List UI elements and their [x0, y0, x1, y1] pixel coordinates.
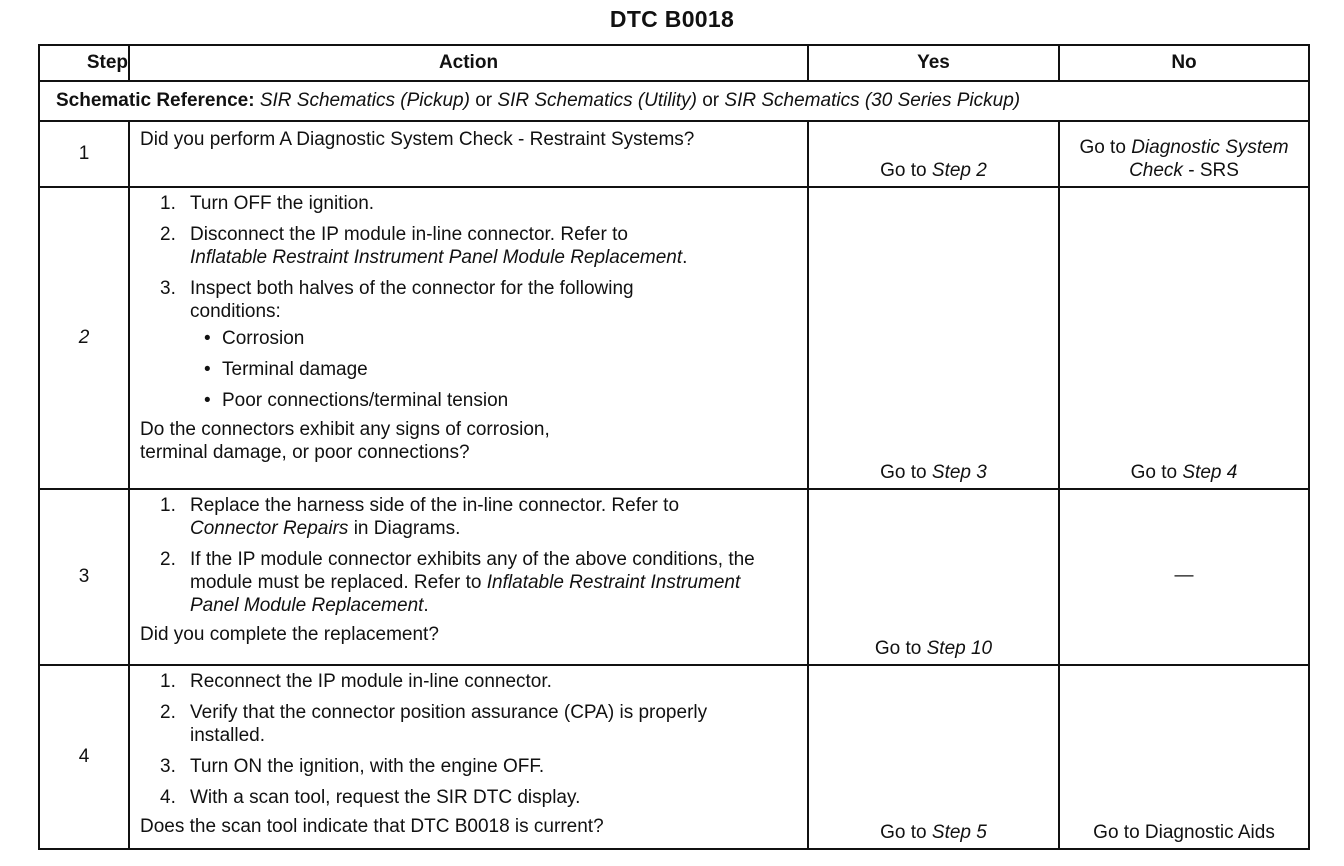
table-row — [39, 187, 1309, 489]
header-yes: Yes — [808, 45, 1059, 81]
schematic-or: or — [475, 90, 493, 111]
yes-cell — [808, 121, 1059, 187]
condition-item: • Corrosion — [190, 327, 717, 350]
item-text: Inspect both halves of the connector for the following conditions: — [190, 278, 634, 322]
step-number: 3 — [39, 489, 129, 665]
schematic-link-30-series[interactable]: SIR Schematics (30 Series Pickup) — [724, 90, 1021, 111]
item-text-after: . — [423, 595, 429, 616]
item-text: Turn ON the ignition, with the engine OFF. — [190, 756, 545, 777]
item-link[interactable]: Inflatable Restraint Instrument Panel Module Replacement — [190, 572, 741, 616]
item-number: 1. — [160, 671, 176, 692]
condition-item: • Terminal damage — [190, 358, 717, 381]
item-number: 1. — [160, 495, 176, 516]
diagnostic-table — [38, 44, 1310, 850]
item-number: 4. — [160, 787, 176, 808]
item-text: Turn OFF the ignition. — [190, 193, 375, 214]
question-line: Do the connectors exhibit any signs of corrosion, — [140, 419, 550, 440]
condition-list — [190, 327, 717, 412]
table-row — [39, 489, 1309, 665]
no-prefix: Go to — [1079, 137, 1126, 158]
header-action: Action — [129, 45, 808, 81]
no-prefix: Go to — [1130, 462, 1178, 483]
yes-prefix: Go to — [880, 462, 927, 483]
schematic-link-pickup[interactable]: SIR Schematics (Pickup) — [259, 90, 470, 111]
action-item — [140, 277, 797, 412]
action-question: Does the scan tool indicate that DTC B0018 is current? — [140, 816, 604, 837]
no-cell — [1059, 187, 1309, 489]
schematic-or: or — [702, 90, 720, 111]
action-question — [140, 418, 797, 464]
yes-cell — [808, 665, 1059, 849]
item-text: If the IP module connector exhibits any of the above conditions, the module must be replaced. Refer to — [190, 549, 755, 593]
no-cell — [1059, 121, 1309, 187]
item-number: 1. — [160, 193, 176, 214]
action-list — [140, 192, 797, 412]
item-number: 3. — [160, 278, 176, 299]
page-title: DTC B0018 — [609, 6, 735, 32]
action-item — [140, 192, 797, 215]
action-item — [140, 701, 797, 747]
no-cell: — — [1059, 489, 1309, 665]
yes-link[interactable]: Step 5 — [931, 822, 987, 843]
item-link[interactable]: Inflatable Restraint Instrument Panel Module Replacement — [190, 247, 683, 268]
yes-cell — [808, 187, 1059, 489]
condition-item: • Poor connections/terminal tension — [190, 389, 717, 412]
yes-link[interactable]: Step 2 — [931, 160, 987, 181]
item-text: With a scan tool, request the SIR DTC display. — [190, 787, 581, 808]
item-text-after: in Diagrams. — [353, 518, 461, 539]
item-text-after: . — [682, 247, 688, 268]
no-suffix: - SRS — [1188, 160, 1239, 181]
item-text: Verify that the connector position assurance (CPA) is properly installed. — [190, 702, 708, 746]
step-number: 4 — [39, 665, 129, 849]
action-item — [140, 223, 797, 269]
yes-link[interactable]: Step 10 — [926, 638, 993, 659]
header-row — [39, 45, 1309, 81]
no-cell[interactable]: Go to Diagnostic Aids — [1059, 665, 1309, 849]
action-list — [140, 670, 797, 809]
question-line: terminal damage, or poor connections? — [140, 442, 470, 463]
step-number: 1 — [39, 121, 129, 187]
item-number: 2. — [160, 702, 176, 723]
action-item — [140, 494, 797, 540]
header-step: Step — [39, 45, 129, 81]
action-item — [140, 755, 797, 778]
action-cell — [129, 489, 808, 665]
action-item — [140, 786, 797, 809]
schematic-reference — [39, 81, 1309, 121]
no-link[interactable]: Step 4 — [1182, 462, 1238, 483]
item-link[interactable]: Connector Repairs — [190, 518, 349, 539]
item-text: Replace the harness side of the in-line connector. Refer to — [190, 495, 680, 516]
action-item — [140, 548, 797, 617]
schematic-row — [39, 81, 1309, 121]
step-number-text: 2 — [78, 327, 90, 348]
yes-cell — [808, 489, 1059, 665]
action-item — [140, 670, 797, 693]
schematic-label: Schematic Reference: — [56, 90, 255, 111]
action-list — [140, 494, 797, 617]
step-number — [39, 187, 129, 489]
table-row — [39, 121, 1309, 187]
yes-prefix: Go to — [880, 160, 927, 181]
yes-prefix: Go to — [880, 822, 927, 843]
schematic-link-utility[interactable]: SIR Schematics (Utility) — [497, 90, 697, 111]
action-cell — [129, 665, 808, 849]
yes-prefix: Go to — [874, 638, 922, 659]
item-number: 3. — [160, 756, 176, 777]
item-number: 2. — [160, 549, 176, 570]
no-link[interactable]: Diagnostic System Check — [1129, 137, 1289, 181]
table-row — [39, 665, 1309, 849]
action-question: Did you perform A Diagnostic System Check - Restraint Systems? — [129, 121, 808, 187]
action-cell — [129, 187, 808, 489]
header-no: No — [1059, 45, 1309, 81]
item-number: 2. — [160, 224, 176, 245]
item-text: Reconnect the IP module in-line connector. — [190, 671, 552, 692]
yes-link[interactable]: Step 3 — [931, 462, 987, 483]
item-text: Disconnect the IP module in-line connector. Refer to — [190, 224, 628, 245]
action-question: Did you complete the replacement? — [140, 624, 439, 645]
